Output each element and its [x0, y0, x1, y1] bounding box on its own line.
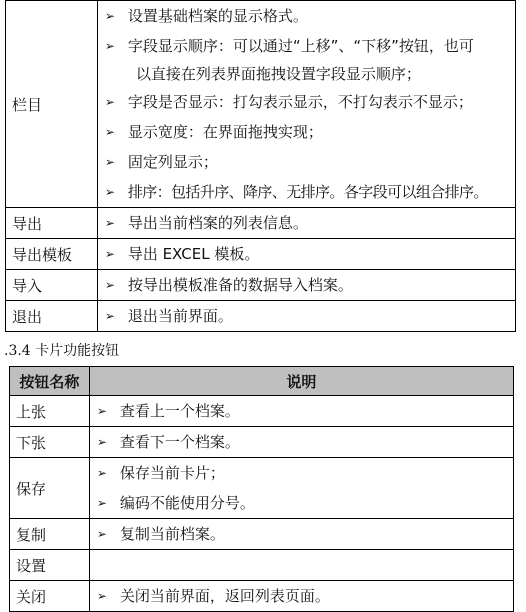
table-row	[6, 301, 516, 332]
list-item: ➢ 退出当前界面。	[98, 301, 515, 331]
list-item: ➢ 关闭当前界面，返回列表页面。	[90, 581, 513, 611]
description-cell	[97, 1, 515, 208]
bullet-arrow-icon: ➢	[104, 247, 115, 261]
description-cell	[89, 458, 513, 519]
bullet-arrow-icon: ➢	[104, 39, 115, 53]
table-row	[10, 458, 514, 519]
button-name: 导出	[6, 208, 98, 239]
table-row	[10, 427, 514, 458]
list-item: ➢ 查看上一个档案。	[90, 396, 513, 426]
bullet-arrow-icon: ➢	[104, 155, 115, 169]
description-cell	[89, 427, 513, 458]
button-name: 设置	[10, 550, 90, 581]
table-row	[10, 396, 514, 427]
bullet-arrow-icon: ➢	[104, 125, 115, 139]
bullet-arrow-icon: ➢	[96, 527, 107, 541]
button-name: 下张	[10, 427, 90, 458]
list-item: ➢ 查看下一个档案。	[90, 427, 513, 457]
button-name: 导入	[6, 270, 98, 301]
list-item: ➢ 字段是否显示：打勾表示显示，不打勾表示不显示；	[98, 87, 515, 117]
description-cell	[97, 270, 515, 301]
list-item: ➢ 编码不能使用分号。	[90, 488, 513, 518]
description-cell	[89, 519, 513, 550]
bullet-arrow-icon: ➢	[104, 9, 115, 23]
table-row	[10, 550, 514, 581]
description-cell	[89, 581, 513, 612]
bullet-arrow-icon: ➢	[96, 496, 107, 510]
list-item: ➢ 导出当前档案的列表信息。	[98, 208, 515, 238]
description-cell	[89, 550, 513, 581]
list-item: ➢ 复制当前档案。	[90, 519, 513, 549]
section-heading: .3.4 卡片功能按钮	[4, 343, 120, 359]
list-item: ➢ 按导出模板准备的数据导入档案。	[98, 270, 515, 300]
button-name: 上张	[10, 396, 90, 427]
list-buttons-table	[5, 0, 516, 332]
button-name: 复制	[10, 519, 90, 550]
list-item-continuation: 以直接在列表界面拖拽设置字段显示顺序；	[135, 65, 421, 83]
button-name: 关闭	[10, 581, 90, 612]
description-cell	[89, 396, 513, 427]
bullet-arrow-icon: ➢	[96, 404, 107, 418]
column-header-name: 按钮名称	[10, 367, 90, 396]
list-item: ➢ 保存当前卡片；	[90, 458, 513, 488]
list-item: ➢ 字段显示顺序：可以通过“上移”、“下移”按钮，也可	[98, 31, 515, 61]
table-row	[6, 270, 516, 301]
table-row	[6, 239, 516, 270]
card-buttons-table	[9, 366, 514, 612]
button-name: 导出模板	[6, 239, 98, 270]
description-cell	[97, 301, 515, 332]
table-row	[6, 1, 516, 208]
list-item: ➢ 排序：包括升序、降序、无排序。各字段可以组合排序。	[98, 177, 515, 207]
button-name: 栏目	[6, 1, 98, 208]
list-item: ➢ 显示宽度：在界面拖拽实现；	[98, 117, 515, 147]
table-row	[6, 208, 516, 239]
bullet-arrow-icon: ➢	[104, 216, 115, 230]
description-cell	[97, 239, 515, 270]
bullet-arrow-icon: ➢	[104, 278, 115, 292]
description-cell	[97, 208, 515, 239]
bullet-arrow-icon: ➢	[96, 466, 107, 480]
column-header-description: 说明	[89, 367, 513, 396]
table-row	[10, 519, 514, 550]
bullet-arrow-icon: ➢	[96, 435, 107, 449]
bullet-arrow-icon: ➢	[96, 589, 107, 603]
bullet-arrow-icon: ➢	[104, 309, 115, 323]
button-name: 退出	[6, 301, 98, 332]
button-name: 保存	[10, 458, 90, 519]
list-item: ➢ 固定列显示；	[98, 147, 515, 177]
list-item: ➢ 设置基础档案的显示格式。	[98, 1, 515, 31]
bullet-arrow-icon: ➢	[104, 185, 115, 199]
table-row	[10, 581, 514, 612]
bullet-arrow-icon: ➢	[104, 95, 115, 109]
table-header-row	[10, 367, 514, 396]
list-item: ➢ 导出 EXCEL 模板。	[98, 239, 515, 269]
